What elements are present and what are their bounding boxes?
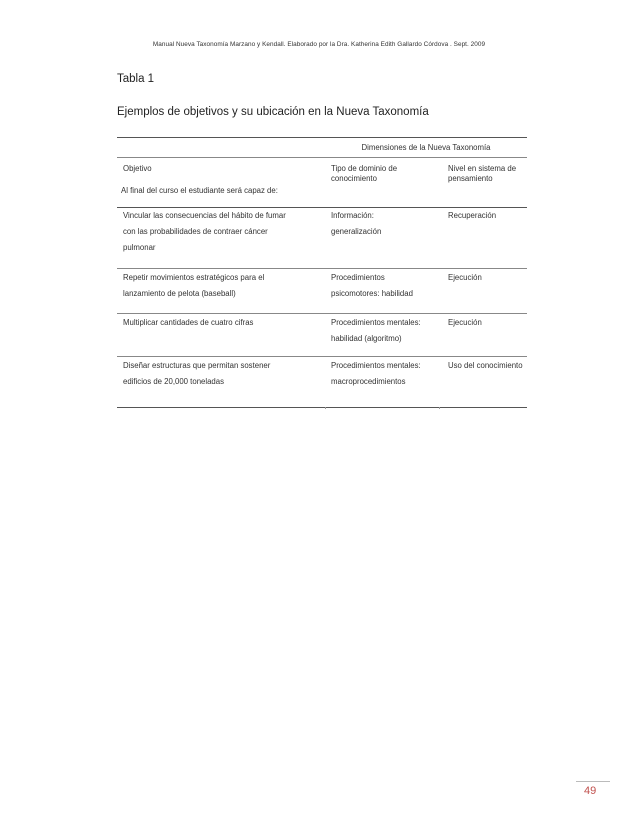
nivel-cell: Recuperación [448,211,497,220]
table-top-rule [117,137,527,138]
dominio-cell: Procedimientos mentales: macroprocedimientos [331,361,421,386]
footer-rule [576,781,610,782]
page-number: 49 [584,785,597,797]
dominio-cell: Procedimientos mentales: habilidad (algoritmo) [331,318,421,343]
running-header: Manual Nueva Taxonomía Marzano y Kendall. Elaborado por la Dra. Katherina Edith Gallardo Córdova . Sept. 2009 [152,41,486,48]
nivel-cell: Uso del conocimiento [448,361,523,370]
table-caption: Ejemplos de objetivos y su ubicación en la Nueva Taxonomía [117,106,429,118]
col-header-objetivo: Objetivo [123,164,152,173]
group-header-rule [117,157,527,158]
row-rule [117,313,527,314]
nivel-cell: Ejecución [448,273,482,282]
objetivo-cell: Diseñar estructuras que permitan sostener edificios de 20,000 toneladas [123,361,271,386]
column-divider [439,407,440,409]
row-rule [117,356,527,357]
col-header-dominio: Tipo de dominio de conocimiento [331,164,398,183]
dominio-cell: Información: generalización [331,211,382,236]
objetivo-cell: Vincular las consecuencias del hábito de fumar con las probabilidades de contraer cáncer pulmonar [123,211,286,252]
column-divider [325,407,326,409]
col-subheader-objetivo: Al final del curso el estudiante será capaz de: [121,186,278,195]
dominio-cell: Procedimientos psicomotores: habilidad [331,273,413,298]
col-header-nivel: Nivel en sistema de pensamiento [448,164,517,183]
objetivo-cell: Multiplicar cantidades de cuatro cifras [123,318,254,327]
table-label: Tabla 1 [117,73,155,85]
row-rule [117,268,527,269]
table-bottom-rule [117,407,527,408]
nivel-cell: Ejecución [448,318,482,327]
group-header: Dimensiones de la Nueva Taxonomía [361,143,491,152]
objetivo-cell: Repetir movimientos estratégicos para el lanzamiento de pelota (baseball) [123,273,265,298]
